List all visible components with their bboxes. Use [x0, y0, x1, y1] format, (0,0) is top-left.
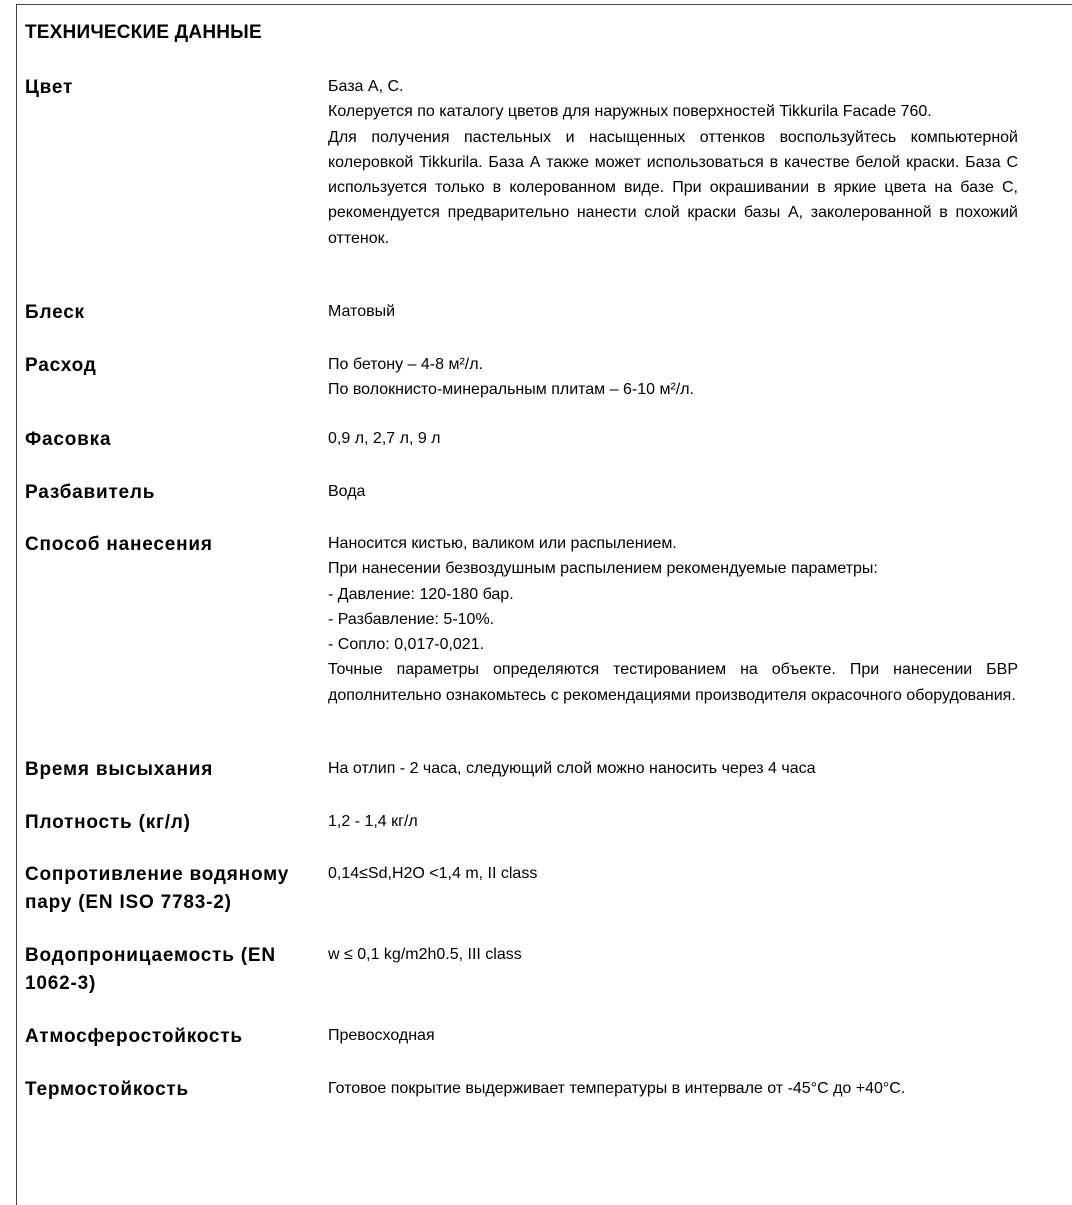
- spec-label: Разбавитель: [25, 482, 156, 503]
- spec-value: [328, 352, 1018, 403]
- value-line: w ≤ 0,1 kg/m2h0.5, III class: [328, 946, 522, 963]
- value-line: Для получения пастельных и насыщенных оттенков воспользуйтесь компьютерной колеровкой Tikkurila. База А также может использоваться в качестве белой краски. База С используется только в колерованном виде. При окрашивании в яркие цвета на базе С, рекомендуется предварительно нанести слой краски базы А, заколерованной в похожий оттенок.: [328, 128, 1018, 247]
- value-line: 0,14≤Sd,H2O <1,4 m, II class: [328, 865, 538, 882]
- spec-value: [328, 1076, 1018, 1101]
- value-line: По бетону – 4-8 м²/л.: [328, 356, 483, 373]
- spec-label: Цвет: [25, 77, 74, 98]
- value-line: - Сопло: 0,017-0,021.: [328, 636, 485, 654]
- spec-label: Время высыхания: [25, 759, 214, 780]
- value-line: Превосходная: [328, 1027, 435, 1044]
- value-line: Вода: [328, 483, 366, 500]
- spec-label: Расход: [25, 355, 97, 376]
- value-line: 1,2 - 1,4 кг/л: [328, 813, 418, 830]
- spec-value: [328, 942, 1018, 967]
- value-line: При нанесении безвоздушным распылением рекомендуемые параметры:: [328, 560, 878, 578]
- value-line: Точные параметры определяются тестированием на объекте. При нанесении БВР дополнительно ознакомьтесь с рекомендациями производителя окрасочного оборудования.: [328, 661, 1018, 704]
- value-line: Наносится кистью, валиком или распылением.: [328, 535, 677, 552]
- spec-label: Способ нанесения: [25, 534, 213, 555]
- spec-value: [328, 861, 1018, 886]
- spec-label: Атмосферостойкость: [25, 1026, 243, 1047]
- spec-label: Фасовка: [25, 429, 112, 450]
- spec-value: [328, 299, 1018, 324]
- spec-value: [328, 74, 1018, 251]
- value-line: - Разбавление: 5-10%.: [328, 610, 495, 628]
- section-title: ТЕХНИЧЕСКИЕ ДАННЫЕ: [25, 22, 262, 43]
- spec-value: [328, 809, 1018, 834]
- spec-label: Термостойкость: [25, 1079, 190, 1100]
- value-line: По волокнисто-минеральным плитам – 6-10 м²/л.: [328, 381, 694, 399]
- value-line: Колеруется по каталогу цветов для наружных поверхностей Tikkurila Facade 760.: [328, 103, 932, 121]
- spec-value: [328, 479, 1018, 504]
- value-line: Готовое покрытие выдерживает температуры в интервале от -45°С до +40°С.: [328, 1080, 906, 1097]
- spec-label: Сопротивление водяному пару (EN ISO 7783-2): [25, 864, 290, 913]
- value-line: - Давление: 120-180 бар.: [328, 585, 514, 603]
- spec-value: [328, 756, 1018, 781]
- spec-label: Водопроницаемость (EN 1062-3): [25, 945, 276, 994]
- spec-value: [328, 531, 1018, 708]
- spec-value: [328, 426, 1018, 451]
- value-line: 0,9 л, 2,7 л, 9 л: [328, 430, 441, 447]
- value-line: База А, С.: [328, 78, 404, 95]
- spec-label: Плотность (кг/л): [25, 812, 191, 833]
- value-line: На отлип - 2 часа, следующий слой можно наносить через 4 часа: [328, 760, 816, 777]
- value-line: Матовый: [328, 303, 396, 320]
- spec-label: Блеск: [25, 302, 85, 323]
- spec-value: [328, 1023, 1018, 1048]
